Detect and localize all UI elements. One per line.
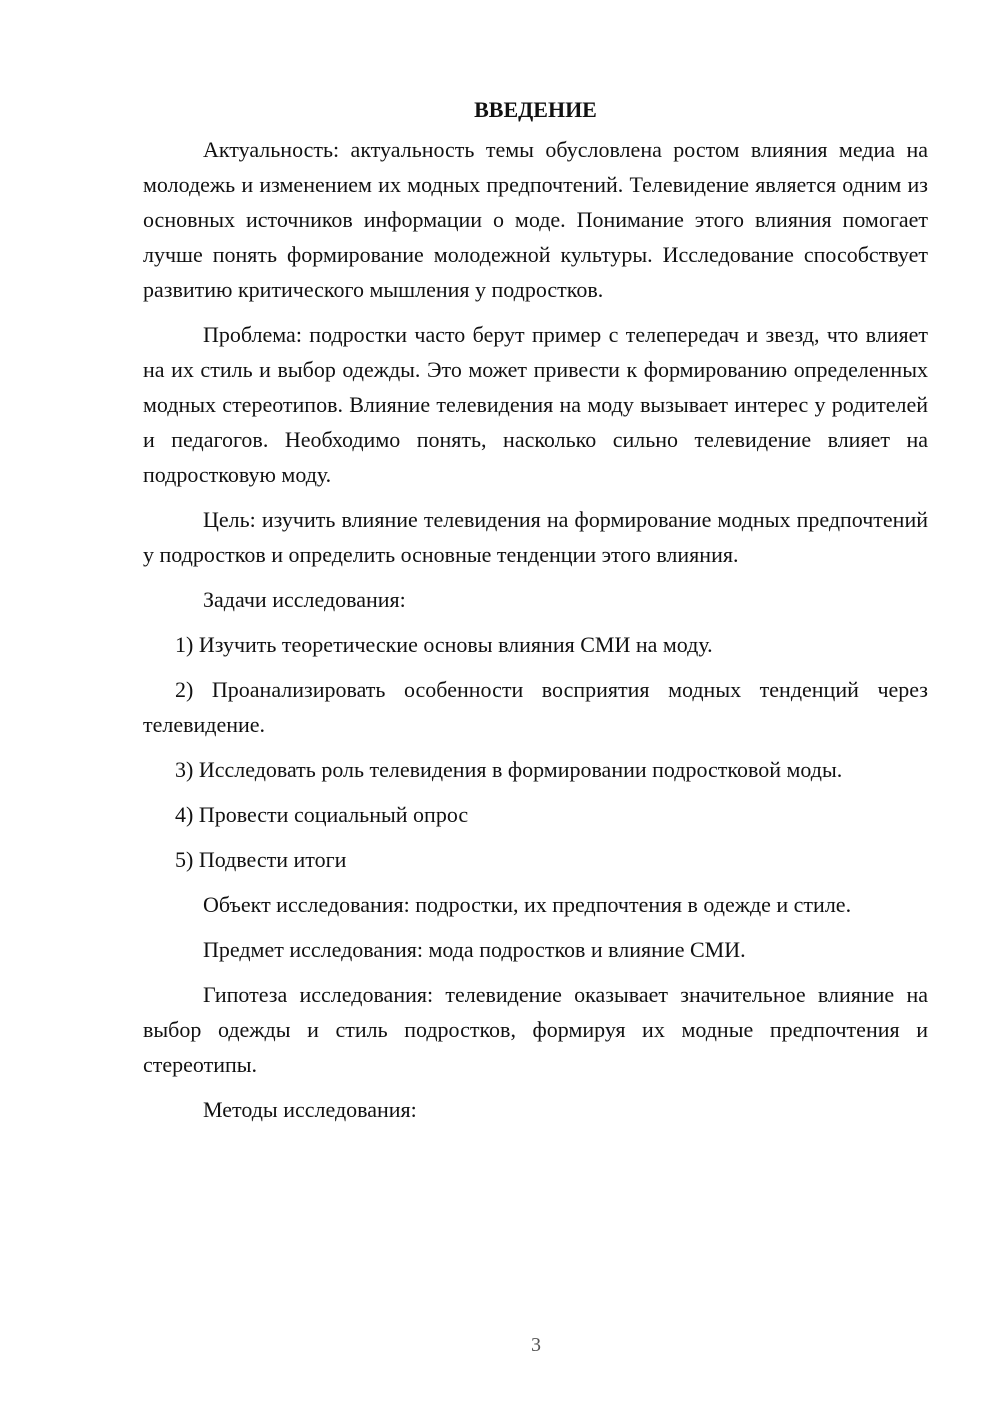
paragraph-goal: Цель: изучить влияние телевидения на формирование модных предпочтений у подростков и определить основные тенденции этого влияния. (143, 507, 928, 567)
task-item: 1) Изучить теоретические основы влияния СМИ на моду. (175, 632, 713, 657)
paragraph-object: Объект исследования: подростки, их предпочтения в одежде и стиле. (203, 892, 852, 917)
task-item: 2) Проанализировать особенности восприятия модных тенденций через телевидение. (143, 677, 928, 737)
page-number: 3 (531, 1334, 541, 1356)
document-body (143, 132, 928, 1127)
paragraph-subject: Предмет исследования: мода подростков и влияние СМИ. (203, 937, 746, 962)
paragraph-relevance: Актуальность: актуальность темы обусловлена ростом влияния медиа на молодежь и изменением их модных предпочтений. Телевидение является одним из основных источников информации о моде. Понимание этого влияния помогает лучше понять формирование молодежной культуры. Исследование способствует развитию критического мышления у подростков. (143, 137, 928, 302)
task-item: 3) Исследовать роль телевидения в формировании подростковой моды. (175, 757, 843, 782)
task-item: 4) Провести социальный опрос (175, 802, 469, 827)
paragraph-hypothesis: Гипотеза исследования: телевидение оказывает значительное влияние на выбор одежды и стиль подростков, формируя их модные предпочтения и стереотипы. (143, 982, 928, 1077)
paragraph-problem: Проблема: подростки часто берут пример с телепередач и звезд, что влияет на их стиль и выбор одежды. Это может привести к формированию определенных модных стереотипов. Влияние телевидения на моду вызывает интерес у родителей и педагогов. Необходимо понять, насколько сильно телевидение влияет на подростковую моду. (143, 322, 928, 487)
paragraph-tasks-title: Задачи исследования: (203, 587, 406, 612)
paragraph-methods: Методы исследования: (203, 1097, 417, 1122)
task-item: 5) Подвести итоги (175, 847, 347, 872)
section-heading: ВВЕДЕНИЕ (474, 97, 597, 122)
